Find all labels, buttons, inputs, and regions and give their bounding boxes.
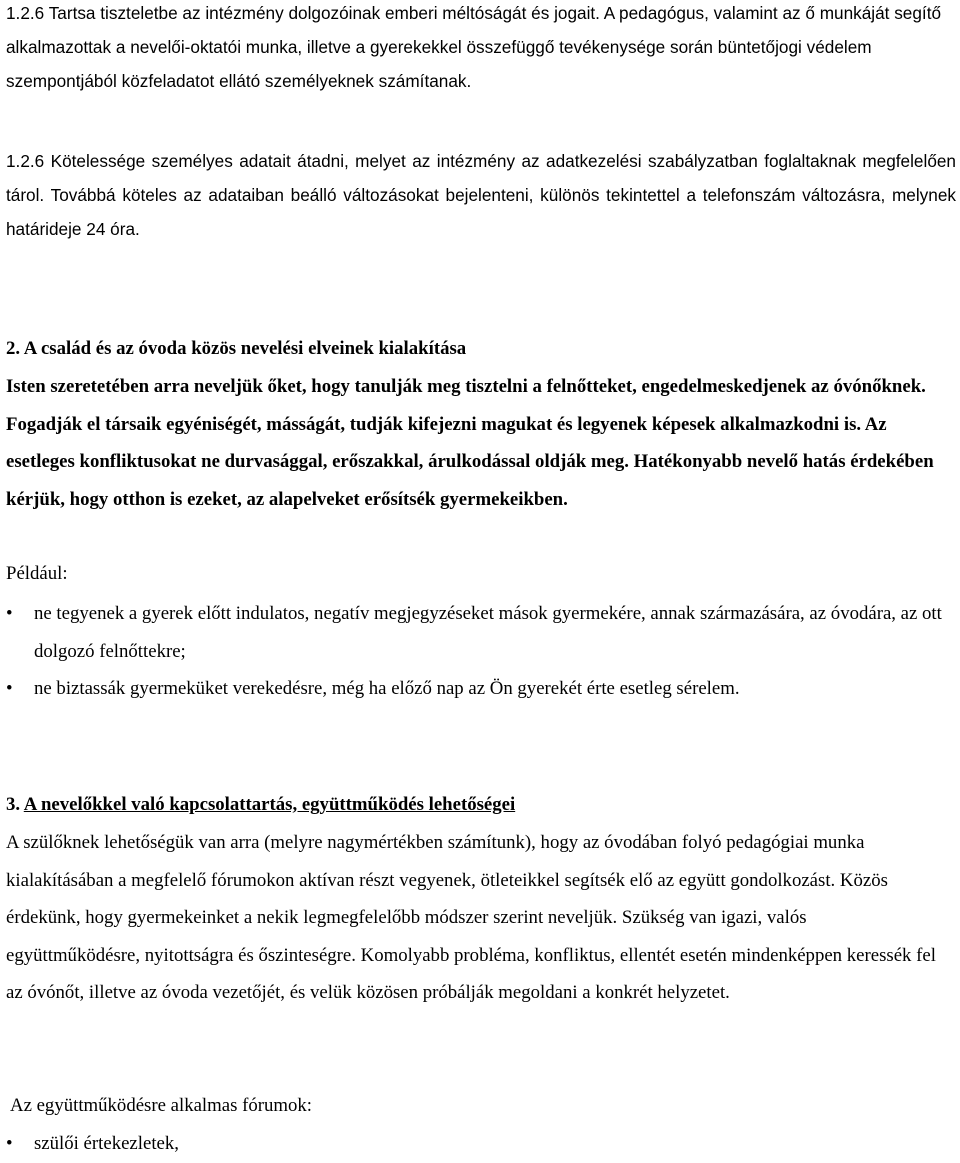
- list-item: [6, 1125, 956, 1163]
- forum-label: Az együttműködésre alkalmas fórumok:: [10, 1095, 312, 1116]
- example-bullet-list: [6, 595, 956, 708]
- list-item-text: ne tegyenek a gyerek előtt indulatos, negatív megjegyzéseket mások gyermekére, annak származására, az óvodára, az ott dolgozó felnőttekre;: [34, 603, 942, 662]
- example-label: Például:: [6, 563, 68, 584]
- section-3-body: A szülőknek lehetőségük van arra (melyre nagymértékben számítunk), hogy az óvodában folyó pedagógiai munka kialakításában a megfelelő fórumokon aktívan részt vegyenek, ötleteikkel segítsék elő az együtt gondolkozást. Közös érdekünk, hogy gyermekeinket a nekik legmegfelelőbb módszer szerint neveljük. Szükség van igazi, valós együttműködésre, nyitottságra és őszinteségre. Komolyabb probléma, konfliktus, ellentét esetén mindenképpen keressék fel az óvónőt, illetve az óvoda vezetőjét, és velük közösen próbálják megoldani a konkrét helyzetet.: [6, 832, 936, 1003]
- bullet-icon: •: [6, 678, 13, 699]
- paragraph-1-2-6-dignity: 1.2.6 Tartsa tiszteletbe az intézmény dolgozóinak emberi méltóságát és jogait. A pedagógus, valamint az ő munkáját segítő alkalmazottak a nevelői-oktatói munka, illetve a gyerekekkel összefüggő tevékenysége során büntetőjogi védelem szempontjából közfeladatot ellátó személyeknek számítanak.: [6, 3, 942, 91]
- list-item: [6, 595, 956, 670]
- paragraph-1-2-6-personal-data: 1.2.6 Kötelessége személyes adatait átadni, melyet az intézmény az adatkezelési szabályzatban foglaltaknak megfelelően tárol. Továbbá köteles az adataiban beálló változásokat bejelenteni, különös tekintettel a telefonszám változásra, melynek határideje 24 óra.: [6, 151, 956, 239]
- section-3-number: 3.: [6, 794, 21, 815]
- list-item-text: szülői értekezletek,: [34, 1133, 179, 1154]
- section-3-title: A nevelőkkel való kapcsolattartás, együttműködés lehetőségei: [23, 794, 516, 815]
- list-item-text: ne biztassák gyermeküket verekedésre, még ha előző nap az Ön gyerekét érte esetleg sérelem.: [34, 678, 740, 699]
- bullet-icon: •: [6, 603, 13, 624]
- section-3-heading: [6, 786, 515, 824]
- list-item: [6, 670, 956, 708]
- forum-bullet-list: [6, 1125, 956, 1163]
- section-2-body: Isten szeretetében arra neveljük őket, hogy tanulják meg tisztelni a felnőtteket, engedelmeskedjenek az óvónőknek. Fogadják el társaik egyéniségét, másságát, tudják kifejezni magukat és legyenek képesek alkalmazkodni is. Az esetleges konfliktusokat ne durvasággal, erőszakkal, árulkodással oldják meg. Hatékonyabb nevelő hatás érdekében kérjük, hogy otthon is ezeket, az alapelveket erősítsék gyermekeikben.: [6, 376, 934, 510]
- section-2-heading: 2. A család és az óvoda közös nevelési elveinek kialakítása: [6, 338, 467, 359]
- bullet-icon: •: [6, 1133, 13, 1154]
